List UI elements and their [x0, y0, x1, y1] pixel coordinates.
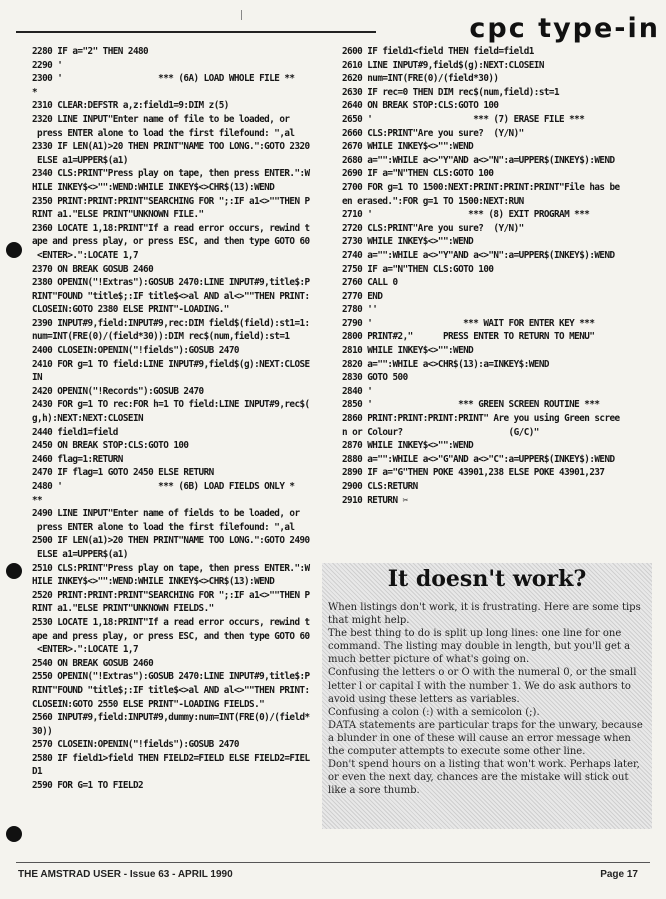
code-line: 2300 ' *** (6A) LOAD WHOLE FILE ** [32, 73, 295, 85]
page-number: Page 17 [600, 869, 638, 880]
code-line: 2490 LINE INPUT"Enter name of fields to be loaded, or [32, 508, 300, 520]
code-line: n or Colour? (G/C)" [342, 426, 539, 438]
code-line: 2690 IF a="N"THEN CLS:GOTO 100 [342, 168, 494, 180]
code-line: ** [32, 494, 43, 506]
code-line: CLOSEIN:GOTO 2550 ELSE PRINT"-LOADING FIELDS." [32, 698, 265, 710]
code-line: 2650 ' *** (7) ERASE FILE *** [342, 113, 585, 125]
code-line: RINT"FOUND "title$;:IF title$<>al AND al<>""THEN PRINT: [32, 290, 310, 302]
code-line: 2790 ' *** WAIT FOR ENTER KEY *** [342, 317, 595, 329]
code-line: <ENTER>.":LOCATE 1,7 [32, 249, 138, 261]
code-line: 2640 ON BREAK STOP:CLS:GOTO 100 [342, 100, 499, 112]
code-line: 2500 IF LEN(a1)>20 THEN PRINT"NAME TOO LONG.":GOTO 2490 [32, 535, 310, 547]
code-line: en erased.":FOR g=1 TO 1500:NEXT:RUN [342, 195, 524, 207]
code-line: ELSE a1=UPPER$(a1) [32, 154, 128, 166]
code-line: D1 [32, 766, 43, 778]
tip-paragraph: Confusing the letters o or O with the numeral 0, or the small letter l or capital I with the number 1. We do ask authors to avoid using these letters as variables. [328, 667, 637, 705]
section-brand-title: cpc type-in [469, 13, 660, 44]
binder-hole [6, 242, 22, 258]
code-line: 2670 WHILE INKEY$<>"":WEND [342, 141, 474, 153]
tip-paragraph: When listings don't work, it is frustrating. Here are some tips that might help. [328, 602, 641, 627]
code-line: * [32, 86, 38, 98]
code-line: 2420 OPENIN("!Records"):GOSUB 2470 [32, 385, 204, 397]
code-line: 2860 PRINT:PRINT:PRINT:PRINT" Are you using Green scree [342, 413, 620, 425]
code-line: 2520 PRINT:PRINT:PRINT"SEARCHING FOR ";:IF a1<>""THEN P [32, 589, 310, 601]
code-line: 2750 IF a="N"THEN CLS:GOTO 100 [342, 263, 494, 275]
code-line: 2510 CLS:PRINT"Press play on tape, then press ENTER.":W [32, 562, 310, 574]
code-line: 2610 LINE INPUT#9,field$(g):NEXT:CLOSEIN [342, 59, 544, 71]
code-line: 2450 ON BREAK STOP:CLS:GOTO 100 [32, 440, 189, 452]
code-line: 2840 ' [342, 385, 373, 397]
code-line: 2700 FOR g=1 TO 1500:NEXT:PRINT:PRINT:PRINT"File has be [342, 181, 620, 193]
code-line: RINT a1."ELSE PRINT"UNKNOWN FILE." [32, 209, 204, 221]
code-line: 2320 LINE INPUT"Enter name of file to be loaded, or [32, 113, 290, 125]
code-line: 2730 WHILE INKEY$<>"":WEND [342, 236, 474, 248]
magazine-issue: THE AMSTRAD USER - Issue 63 - APRIL 1990 [18, 869, 233, 880]
code-line: 2570 CLOSEIN:OPENIN("!fields"):GOSUB 2470 [32, 739, 239, 751]
code-line: <ENTER>.":LOCATE 1,7 [32, 644, 138, 656]
code-line: 2680 a="":WHILE a<>"Y"AND a<>"N":a=UPPER$(INKEY$):WEND [342, 154, 615, 166]
code-line: 2740 a="":WHILE a<>"Y"AND a<>"N":a=UPPER$(INKEY$):WEND [342, 249, 615, 261]
code-line: 2800 PRINT#2," PRESS ENTER TO RETURN TO MENU" [342, 331, 595, 343]
code-line: g,h):NEXT:NEXT:CLOSEIN [32, 413, 144, 425]
code-line: press ENTER alone to load the first filefound: ",al [32, 127, 295, 139]
code-line: 2480 ' *** (6B) LOAD FIELDS ONLY * [32, 481, 295, 492]
code-line: IN [32, 372, 43, 384]
code-line: 2880 a="":WHILE a<>"G"AND a<>"C":a=UPPER$(INKEY$):WEND [342, 453, 615, 465]
code-line: 2460 flag=1:RETURN [32, 453, 123, 465]
code-line: 2910 RETURN ✂ [342, 494, 408, 506]
code-line: ELSE a1=UPPER$(a1) [32, 548, 128, 560]
code-line: 2340 CLS:PRINT"Press play on tape, then press ENTER.":W [32, 168, 310, 180]
code-line: 2360 LOCATE 1,18:PRINT"If a read error occurs, rewind t [32, 222, 310, 234]
code-line: 2620 num=INT(FRE(0)/(field*30)) [342, 73, 499, 85]
code-line: 2400 CLOSEIN:OPENIN("!fields"):GOSUB 2470 [32, 345, 239, 357]
tips-box-title: It doesn't work? [387, 566, 587, 592]
code-line: 2780 '' [342, 304, 378, 316]
code-line: CLOSEIN:GOTO 2380 ELSE PRINT"-LOADING." [32, 304, 229, 316]
footer-rule [16, 862, 650, 863]
code-line: 2590 FOR G=1 TO FIELD2 [32, 780, 144, 792]
code-line: ape and press play, or press ESC, and then type GOTO 60 [32, 630, 310, 642]
code-line: HILE INKEY$<>"":WEND:WHILE INKEY$<>CHR$(13):WEND [32, 181, 275, 193]
code-line: RINT a1."ELSE PRINT"UNKNOWN FIELDS." [32, 603, 214, 615]
code-line: 2580 IF field1>field THEN FIELD2=FIELD ELSE FIELD2=FIEL [32, 752, 310, 764]
code-line: RINT"FOUND "title$;:IF title$<>al AND al<>""THEN PRINT: [32, 684, 310, 696]
code-line: 2550 OPENIN("!Extras"):GOSUB 2470:LINE INPUT#9,title$:P [32, 671, 310, 683]
scan-mark [241, 10, 242, 20]
code-line: 2350 PRINT:PRINT:PRINT"SEARCHING FOR ";:IF a1<>""THEN P [32, 195, 310, 207]
tip-paragraph: Confusing a colon (:) with a semicolon (;). [328, 706, 540, 718]
code-line: 2430 FOR g=1 TO rec:FOR h=1 TO field:LINE INPUT#9,rec$( [32, 399, 310, 411]
header-rule [16, 31, 376, 33]
code-line: 2830 GOTO 500 [342, 372, 408, 384]
code-line: 2820 a="":WHILE a<>CHR$(13):a=INKEY$:WEND [342, 358, 549, 370]
tip-paragraph: The best thing to do is split up long lines: one line for one command. The listing may double in length, but you'll get a much better picture of what's going on. [328, 628, 631, 666]
code-line: 2660 CLS:PRINT"Are you sure? (Y/N)" [342, 127, 524, 139]
code-line: 2370 ON BREAK GOSUB 2460 [32, 263, 154, 275]
code-line: 2810 WHILE INKEY$<>"":WEND [342, 345, 474, 357]
code-listing-left [32, 45, 324, 793]
code-line: 2390 INPUT#9,field:INPUT#9,rec:DIM field$(field):st1=1: [32, 317, 310, 329]
code-line: 2330 IF LEN(A1)>20 THEN PRINT"NAME TOO LONG.":GOTO 2320 [32, 141, 310, 153]
code-line: 2850 ' *** GREEN SCREEN ROUTINE *** [342, 399, 600, 411]
code-line: 2410 FOR g=1 TO field:LINE INPUT#9,field$(g):NEXT:CLOSE [32, 358, 310, 370]
code-line: 2760 CALL 0 [342, 277, 398, 289]
code-line: 2720 CLS:PRINT"Are you sure? (Y/N)" [342, 222, 524, 234]
code-line: 2900 CLS:RETURN [342, 481, 418, 492]
binder-hole [6, 563, 22, 579]
code-line: 2870 WHILE INKEY$<>"":WEND [342, 440, 474, 452]
code-line: HILE INKEY$<>"":WEND:WHILE INKEY$<>CHR$(13):WEND [32, 576, 275, 588]
code-line: 2470 IF flag=1 GOTO 2450 ELSE RETURN [32, 467, 214, 479]
code-line: 2890 IF a="G"THEN POKE 43901,238 ELSE POKE 43901,237 [342, 467, 605, 479]
code-line: 2630 IF rec=0 THEN DIM rec$(num,field):st=1 [342, 86, 560, 98]
code-line: ape and press play, or press ESC, and then type GOTO 60 [32, 236, 310, 248]
code-listing-right [342, 45, 642, 507]
code-line: 30)) [32, 725, 53, 737]
code-line: 2560 INPUT#9,field:INPUT#9,dummy:num=INT(FRE(0)/(field* [32, 712, 310, 724]
code-line: 2710 ' *** (8) EXIT PROGRAM *** [342, 209, 590, 221]
code-line: 2770 END [342, 290, 383, 302]
code-line: 2310 CLEAR:DEFSTR a,z:field1=9:DIM z(5) [32, 100, 229, 112]
tips-box [322, 563, 652, 829]
code-line: 2440 field1=field [32, 426, 118, 438]
binder-hole [6, 826, 22, 842]
tip-paragraph: Don't spend hours on a listing that won't work. Perhaps later, or even the next day, chances are the mistake will stick out like a sore thumb. [328, 759, 640, 797]
code-line: 2380 OPENIN("!Extras"):GOSUB 2470:LINE INPUT#9,title$:P [32, 277, 310, 289]
code-line: num=INT(FRE(0)/(field*30)):DIM rec$(num,field):st=1 [32, 331, 290, 343]
code-line: 2540 ON BREAK GOSUB 2460 [32, 657, 154, 669]
code-line: press ENTER alone to load the first filefound: ",al [32, 521, 295, 533]
tips-box-body [328, 601, 644, 797]
code-line: 2600 IF field1<field THEN field=field1 [342, 46, 534, 57]
tip-paragraph: DATA statements are particular traps for the unwary, because a blunder in one of these will cause an error message when the computer attempts to execute some other line. [328, 719, 643, 758]
code-line: 2280 IF a="2" THEN 2480 [32, 46, 149, 57]
code-line: 2290 ' [32, 59, 63, 71]
code-line: 2530 LOCATE 1,18:PRINT"If a read error occurs, rewind t [32, 616, 310, 628]
